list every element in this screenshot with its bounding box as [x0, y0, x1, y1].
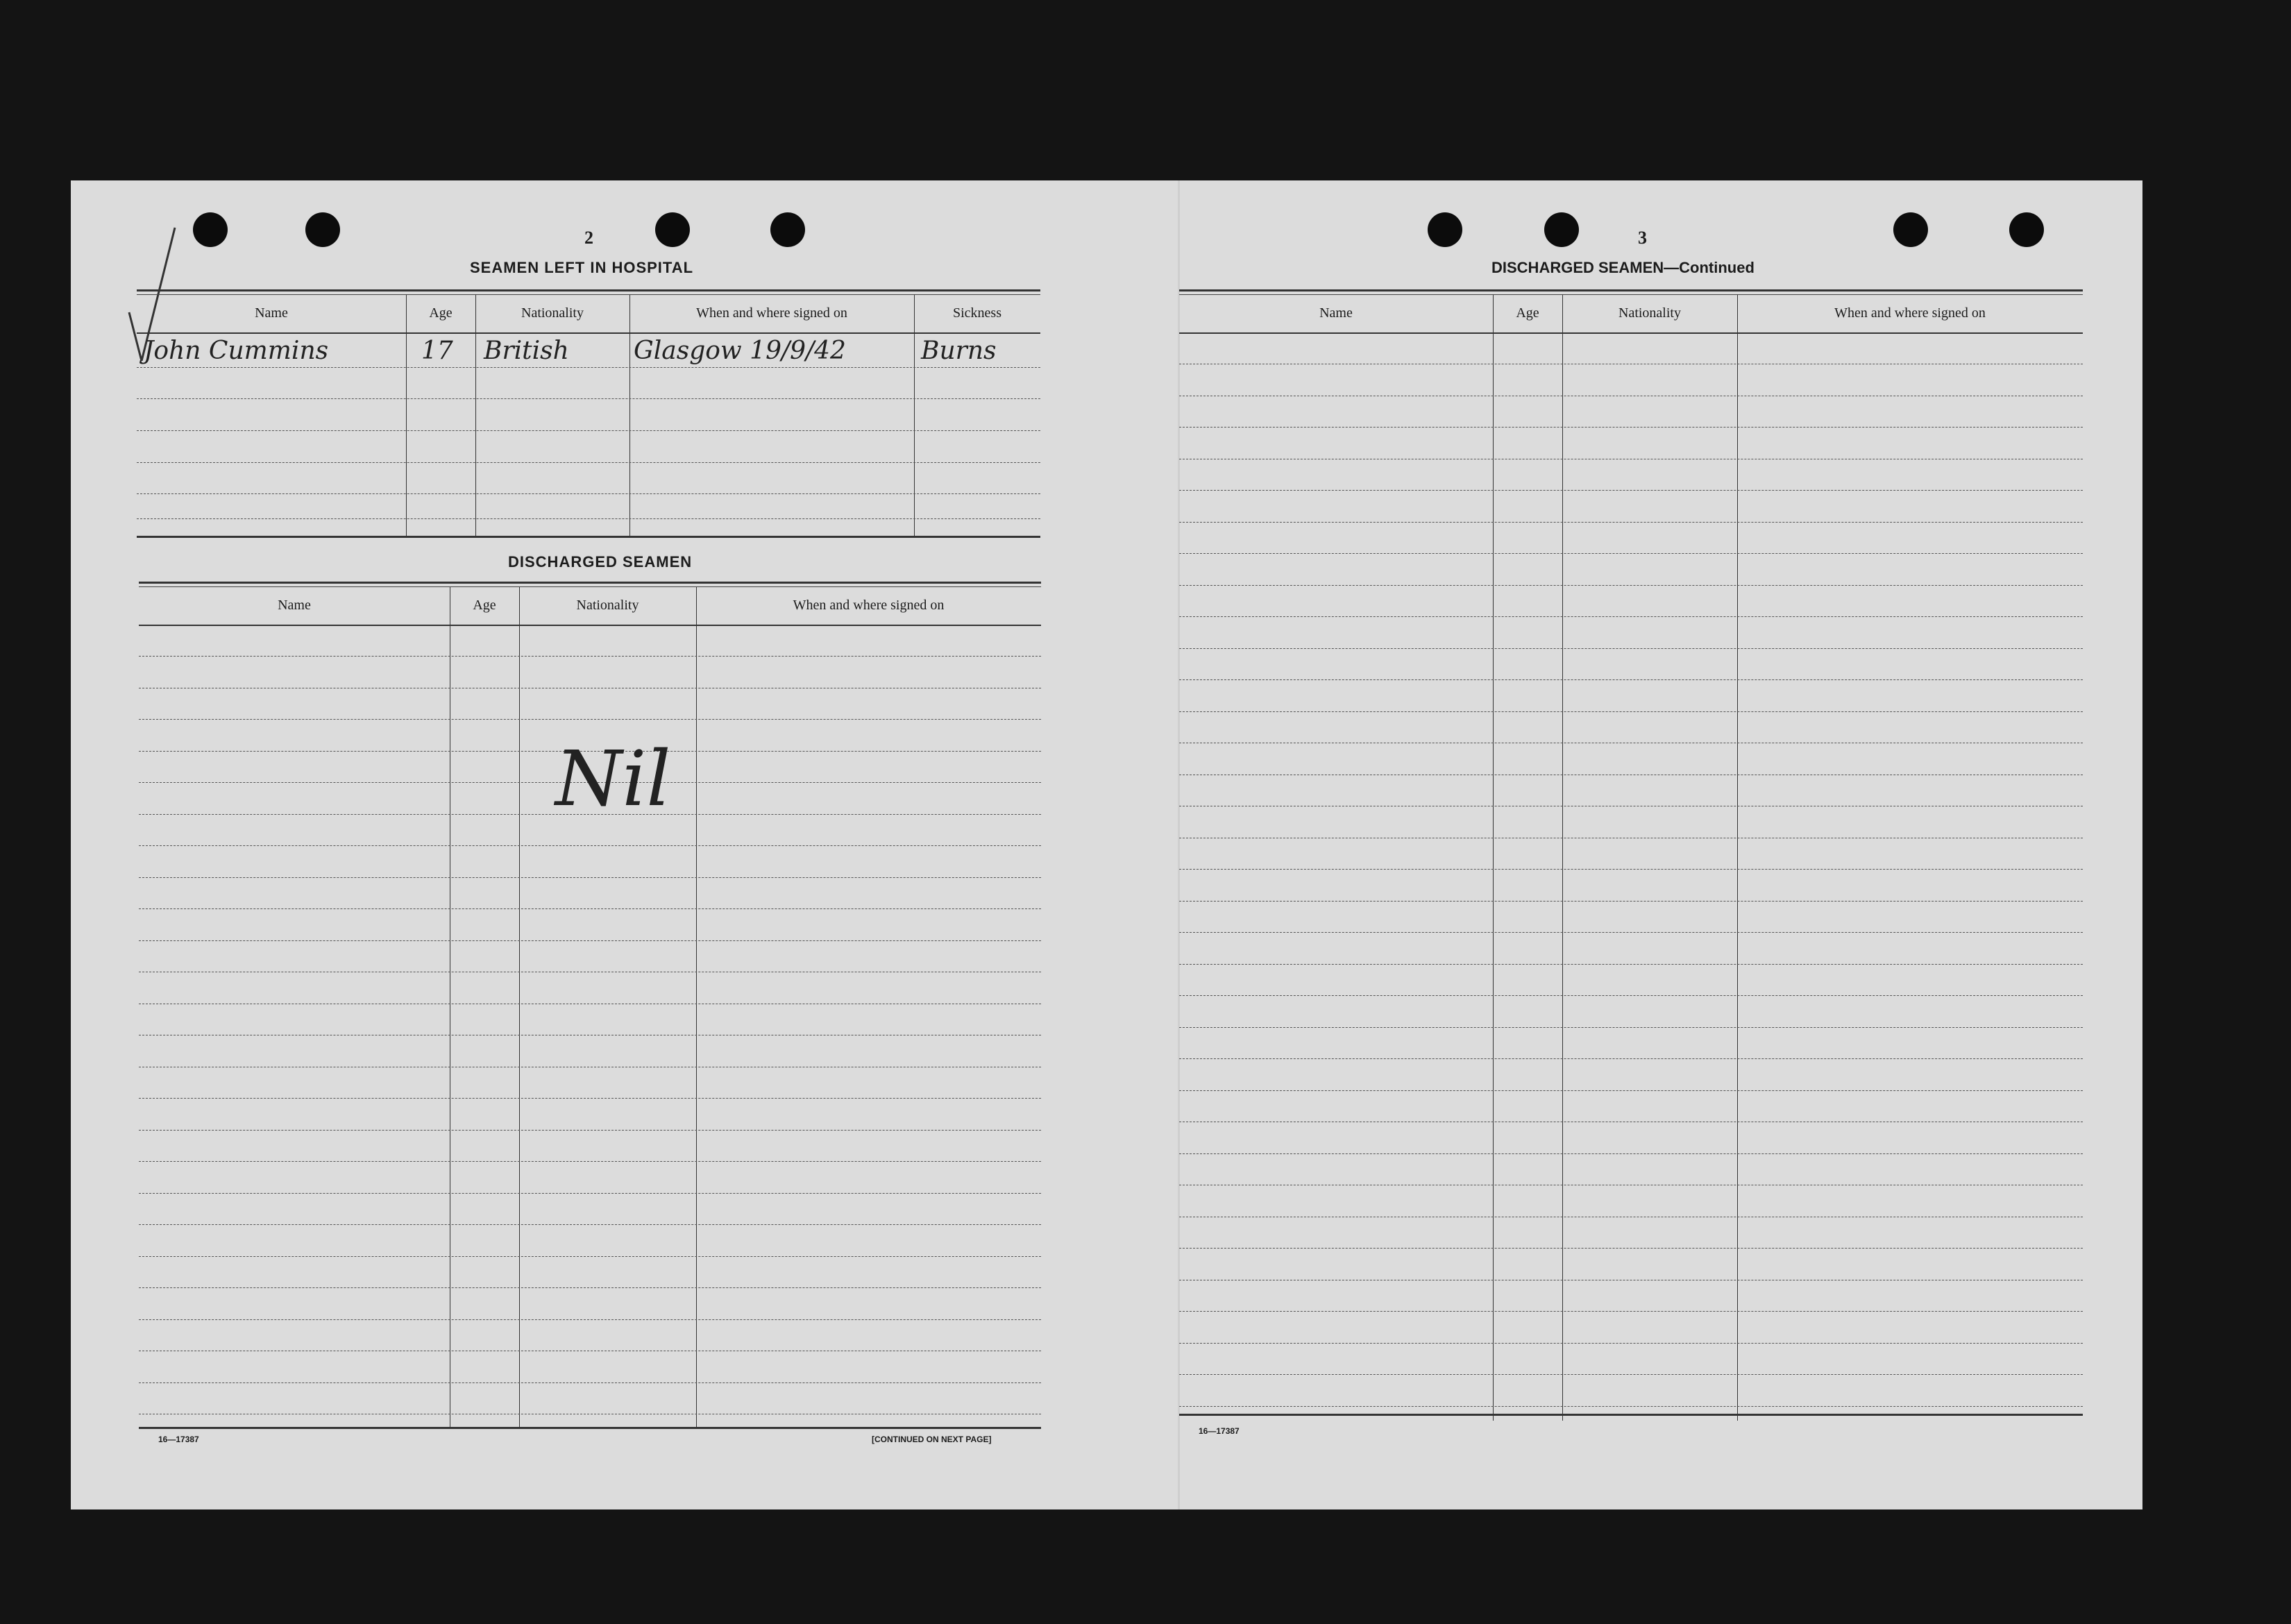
ruled-line: [139, 1224, 1041, 1225]
punch-hole: [770, 212, 805, 247]
ruled-line: [1179, 901, 2083, 902]
column-header-name: Name: [255, 305, 288, 321]
ruled-line: [1179, 711, 2083, 712]
ruled-line: [139, 1098, 1041, 1099]
continued-note: [CONTINUED ON NEXT PAGE]: [872, 1435, 992, 1444]
punch-hole: [305, 212, 340, 247]
discharged-section-title: DISCHARGED SEAMEN: [508, 553, 693, 570]
column-header-age: Age: [473, 598, 496, 613]
ruled-line: [1179, 1374, 2083, 1375]
column-header-signed-on: When and where signed on: [1834, 305, 1986, 321]
hospital-row-age: 17: [421, 337, 453, 365]
ruled-line: [1179, 1311, 2083, 1312]
column-header-age: Age: [1516, 305, 1539, 321]
punch-hole: [1544, 212, 1579, 247]
column-header-age: Age: [429, 305, 453, 321]
ruled-line: [1179, 1153, 2083, 1154]
column-header-signed-on: When and where signed on: [696, 305, 847, 321]
column-header-nationality: Nationality: [1618, 305, 1681, 321]
ruled-line: [139, 845, 1041, 846]
ruled-line: [1179, 932, 2083, 933]
ruled-line: [1179, 522, 2083, 523]
ruled-line: [139, 940, 1041, 941]
ruled-line: [1179, 490, 2083, 491]
ruled-line: [1179, 553, 2083, 554]
ruled-line: [1179, 995, 2083, 996]
manifest-sheet: [71, 180, 2142, 1509]
column-header-signed-on: When and where signed on: [793, 598, 945, 613]
ruled-line: [1179, 1248, 2083, 1249]
hospital-row-nationality: British: [484, 337, 569, 365]
ruled-line: [1179, 1090, 2083, 1091]
discharged-continued-table: [1179, 289, 2083, 1421]
page-number-right: 3: [1638, 228, 1647, 248]
discharged-nil-entry: Nil: [555, 734, 671, 823]
ruled-line: [139, 1382, 1041, 1383]
ruled-line: [1179, 869, 2083, 870]
ruled-line: [139, 719, 1041, 720]
ruled-line: [139, 656, 1041, 657]
punch-hole: [1893, 212, 1928, 247]
ruled-line: [139, 1130, 1041, 1131]
ruled-line: [139, 908, 1041, 909]
ruled-line: [139, 1256, 1041, 1257]
hospital-row-signed-on: Glasgow 19/9/42: [634, 337, 846, 365]
ruled-line: [139, 1193, 1041, 1194]
ruled-line: [1179, 427, 2083, 428]
ruled-line: [1179, 679, 2083, 680]
page-number-left: 2: [584, 228, 593, 248]
ruled-line: [139, 1161, 1041, 1162]
ruled-line: [1179, 964, 2083, 965]
form-number-right: 16—17387: [1199, 1426, 1240, 1436]
ruled-line: [1179, 616, 2083, 617]
discharged-continued-title: DISCHARGED SEAMEN—Continued: [1491, 259, 1755, 276]
hospital-row-name: John Cummins: [144, 337, 329, 365]
column-header-nationality: Nationality: [576, 598, 639, 613]
ruled-line: [1179, 585, 2083, 586]
column-header-nationality: Nationality: [521, 305, 584, 321]
ruled-line: [139, 1319, 1041, 1320]
discharged-table: [139, 582, 1041, 1442]
form-number-left: 16—17387: [158, 1435, 199, 1444]
punch-hole: [193, 212, 228, 247]
ruled-line: [1179, 1406, 2083, 1407]
ruled-line: [139, 877, 1041, 878]
punch-hole: [2009, 212, 2044, 247]
ruled-line: [1179, 648, 2083, 649]
column-header-name: Name: [278, 598, 311, 613]
column-header-sickness: Sickness: [953, 305, 1001, 321]
punch-hole: [655, 212, 690, 247]
hospital-row-sickness: Burns: [921, 337, 997, 365]
hospital-section-title: SEAMEN LEFT IN HOSPITAL: [470, 259, 694, 276]
punch-hole: [1428, 212, 1462, 247]
ruled-line: [1179, 1343, 2083, 1344]
ruled-line: [1179, 1058, 2083, 1059]
ruled-line: [1179, 1027, 2083, 1028]
column-header-name: Name: [1319, 305, 1353, 321]
ruled-line: [139, 1287, 1041, 1288]
